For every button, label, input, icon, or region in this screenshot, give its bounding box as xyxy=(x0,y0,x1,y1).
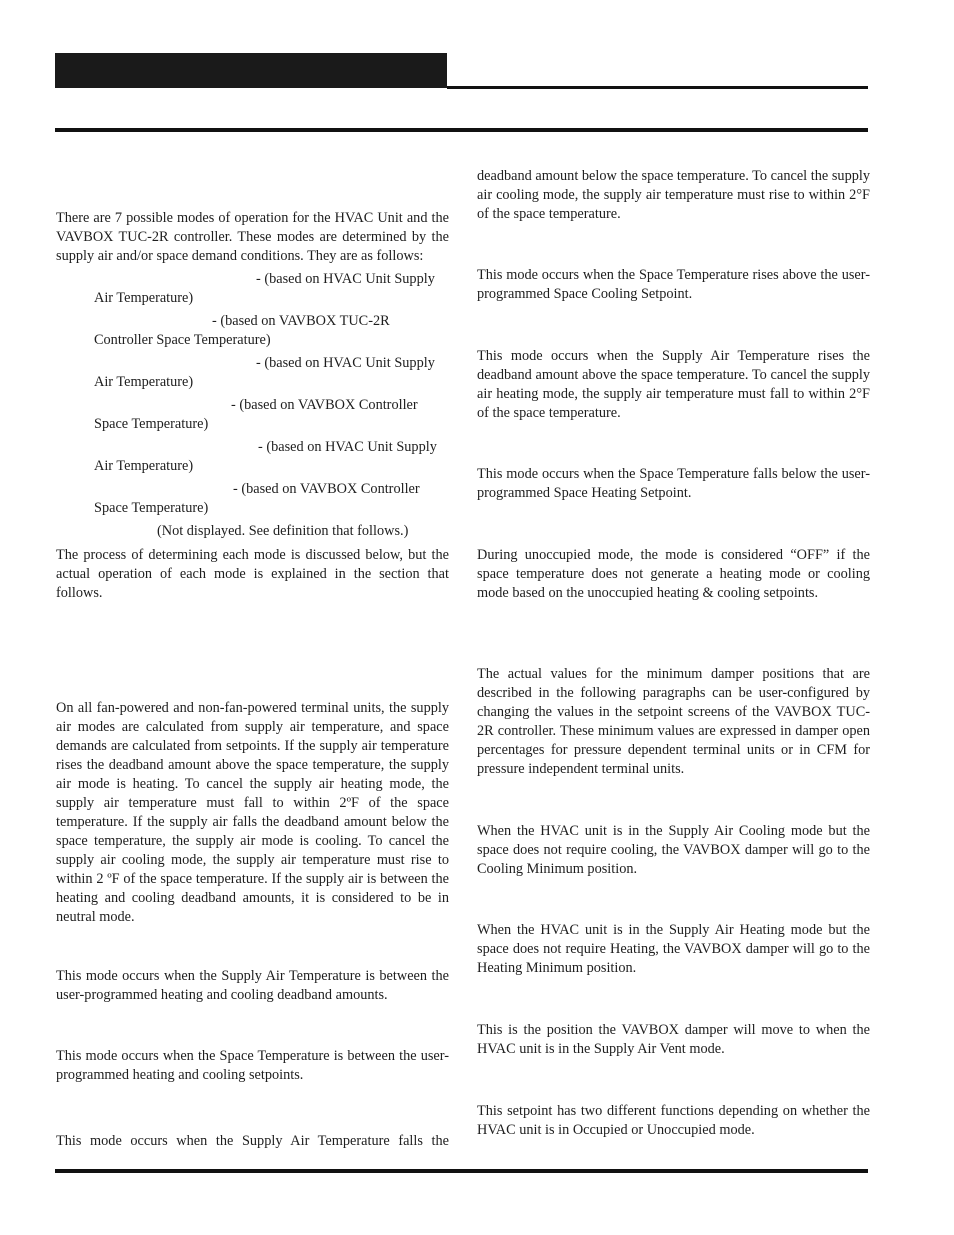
minimum-positions-paragraph: The actual values for the minimum damper positions that are described in the following paragraphs can be user-configured by changing the values in the setpoint screens of the VAVBOX TUC-2R controller. These minimum values are expressed in damper open percentages for pressure dependent terminal units or in CFM for pressure independent terminal units. xyxy=(477,666,870,777)
header-rule xyxy=(447,86,868,89)
space-heating-paragraph: This mode occurs when the Space Temperature falls below the user-programmed Space Heating Setpoint. xyxy=(477,466,870,501)
process-paragraph: The process of determining each mode is discussed below, but the actual operation of each mode is explained in the section that follows. xyxy=(56,547,449,601)
vent-minimum-paragraph: This is the position the VAVBOX damper will move to when the HVAC unit is in the Supply Air Vent mode. xyxy=(477,1022,870,1057)
off-mode-note: (Not displayed. See definition that follows.) xyxy=(157,523,409,539)
intro-paragraph: There are 7 possible modes of operation for the HVAC Unit and the VAVBOX TUC-2R controller. These modes are determined by the supply air and/or space demand conditions. They are as follows: xyxy=(56,210,449,264)
footer-rule xyxy=(55,1169,868,1173)
header-bar xyxy=(55,53,447,88)
heating-minimum-paragraph: When the HVAC unit is in the Supply Air Heating mode but the space does not require Heating, the VAVBOX damper will go to the Heating Minimum position. xyxy=(477,922,870,976)
supply-vent-paragraph: This mode occurs when the Supply Air Temperature is between the user-programmed heating and cooling deadband amounts. xyxy=(56,968,449,1003)
supply-cooling-continued: deadband amount below the space temperature. To cancel the supply air cooling mode, the supply air temperature must rise to within 2°F of the space temperature. xyxy=(477,168,870,222)
setpoint-functions-paragraph: This setpoint has two different functions depending on whether the HVAC unit is in Occupied or Unoccupied mode. xyxy=(477,1103,870,1138)
space-cooling-paragraph: This mode occurs when the Space Temperature rises above the user-programmed Space Cooling Setpoint. xyxy=(477,267,870,302)
space-vent-paragraph: This mode occurs when the Space Temperature is between the user-programmed heating and cooling setpoints. xyxy=(56,1048,449,1083)
supply-modes-paragraph: On all fan-powered and non-fan-powered terminal units, the supply air modes are calculated from supply air temperature, and space demands are calculated from setpoints. If the supply air temperature rises the deadband amount above the space temperature, the supply air mode is heating. To cancel the supply air heating mode, the supply air temperature must fall to within 2ºF of the space temperature. If the supply air falls the deadband amount below the space temperature, the supply air mode is cooling. To cancel the supply air cooling mode, the supply air temperature must rise to within 2 ºF of the space temperature. If the supply air is between the heating and cooling deadband amounts, it is considered to be in neutral mode. xyxy=(56,700,449,925)
supply-cooling-paragraph: This mode occurs when the Supply Air Temperature falls the xyxy=(56,1133,449,1149)
section-rule xyxy=(55,128,868,132)
off-mode-paragraph: During unoccupied mode, the mode is considered “OFF” if the space temperature does not generate a heating mode or cooling mode based on the unoccupied heating & cooling setpoints. xyxy=(477,547,870,601)
cooling-minimum-paragraph: When the HVAC unit is in the Supply Air Cooling mode but the space does not require cooling, the VAVBOX damper will go to the Cooling Minimum position. xyxy=(477,823,870,877)
supply-heating-paragraph: This mode occurs when the Supply Air Temperature rises the deadband amount above the space temperature. To cancel the supply air heating mode, the supply air temperature must fall to within 2°F of the space temperature. xyxy=(477,348,870,421)
